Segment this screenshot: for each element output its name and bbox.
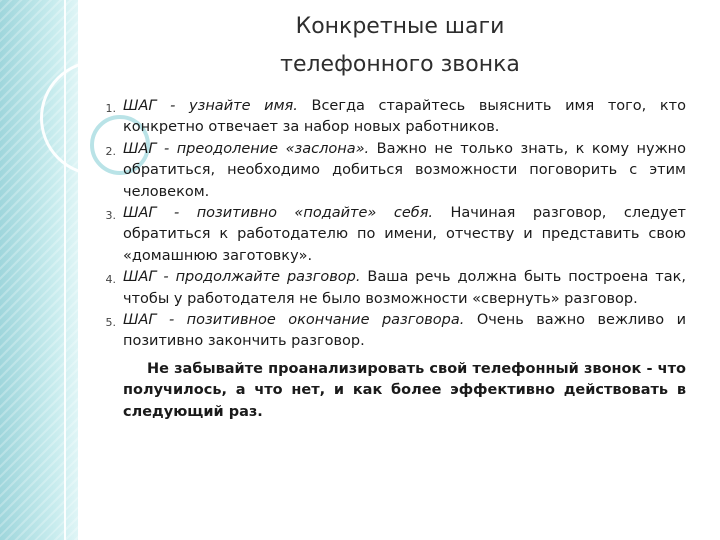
step-item-4 [84,267,686,310]
step-lead: ШАГ - продолжайте разговор. [123,269,361,286]
footer-note: Не забывайте проанализировать свой телефонный звонок - что получилось, а что нет, и как более эффективно действовать в следующий раз. [123,360,686,420]
step-item-2 [84,139,686,203]
step-text: Начиная разговор, следует обратиться к работодателю по имени, отчеству и представить свою «домашнюю заготовку». [123,205,686,264]
step-lead: ШАГ - узнайте имя. [123,98,298,114]
step-lead: ШАГ - позитивное окончание разговора. [123,312,465,329]
step-text: Важно не только знать, к кому нужно обратиться, необходимо добиться возможности поговорить с этим человеком. [123,140,687,200]
slide-title [80,8,720,84]
step-item-1 [84,96,686,139]
step-number: 1. [105,102,116,115]
step-text: Ваша речь должна быть построена так, чтобы у работодателя не было возможности «свернуть» разговор. [123,269,686,307]
step-number: 4. [105,273,116,287]
step-number: 5. [105,316,116,330]
step-lead: ШАГ - преодоление «заслона». [123,140,370,157]
step-text: Всегда старайтесь выяснить имя того, кто конкретно отвечает за набор новых работников. [123,98,686,136]
step-lead: ШАГ - позитивно «подайте» себя. [123,205,434,222]
title-line-2: телефонного звонка [280,52,520,77]
slide-content [84,96,686,423]
step-item-5 [84,310,686,353]
title-line-1: Конкретные шаги [295,14,505,39]
step-text: Очень важно вежливо и позитивно закончить разговор. [123,312,686,350]
steps-list [84,96,686,353]
step-number: 2. [105,144,116,158]
step-item-3 [84,203,686,267]
step-number: 3. [105,209,116,223]
